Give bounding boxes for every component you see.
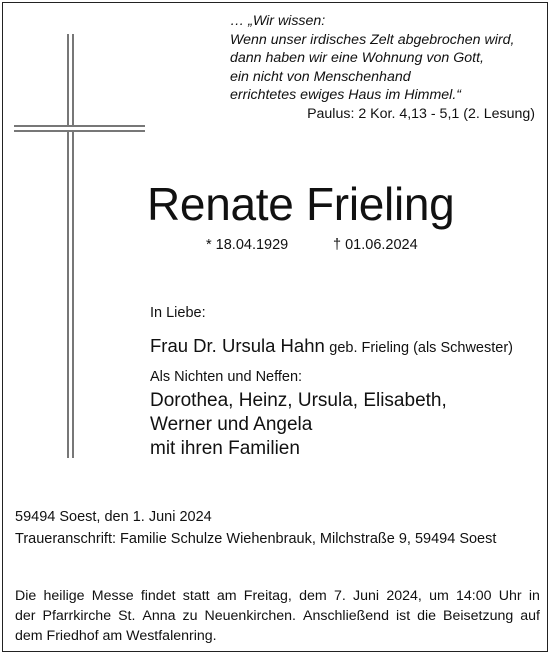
notice-word: statt	[182, 588, 210, 604]
quote-line: dann haben wir eine Wohnung von Gott,	[230, 50, 484, 66]
death-date: † 01.06.2024	[333, 237, 418, 253]
mourner-group-label: Als Nichten und Neffen:	[150, 369, 303, 385]
quote-line: … „Wir wissen:	[230, 13, 326, 29]
mourner-group-line: Dorothea, Heinz, Ursula, Elisabeth,	[150, 390, 447, 411]
quote-line: Wenn unser irdisches Zelt abgebrochen wird,	[230, 31, 515, 48]
notice-word: heilige	[43, 588, 85, 604]
notice-word: Juni	[353, 588, 380, 604]
notice-word: Die	[15, 588, 37, 604]
primary-mourner-note: geb. Frieling (als Schwester)	[329, 340, 513, 356]
place-and-date: 59494 Soest, den 1. Juni 2024	[15, 509, 212, 525]
birth-date: * 18.04.1929	[206, 237, 289, 253]
notice-line	[15, 586, 540, 606]
notice-line	[15, 606, 540, 626]
bible-quote	[230, 12, 540, 105]
cross-vertical-beam	[67, 34, 74, 458]
notice-word: Anschließend	[303, 608, 389, 624]
notice-word: ist	[395, 608, 411, 624]
notice-word: Messe	[91, 588, 134, 604]
notice-word: zu	[182, 608, 198, 624]
primary-mourner-name: Frau Dr. Ursula Hahn	[150, 335, 325, 356]
mourner-group-line: Werner und Angela	[150, 414, 313, 435]
notice-word: Neuenkirchen.	[204, 608, 297, 624]
notice-word: St.	[118, 608, 136, 624]
notice-word: in	[528, 588, 540, 604]
notice-line: dem Friedhof am Westfalenring.	[15, 628, 217, 644]
notice-word: der	[15, 608, 36, 624]
notice-word: findet	[140, 588, 176, 604]
notice-word: 2024,	[386, 588, 422, 604]
notice-word: Uhr	[498, 588, 522, 604]
quote-line: errichtetes ewiges Haus im Himmel.“	[230, 87, 461, 103]
notice-word: 7.	[333, 588, 346, 604]
notice-word: die	[417, 608, 437, 624]
notice-word: 14:00	[456, 588, 492, 604]
quote-source: Paulus: 2 Kor. 4,13 - 5,1 (2. Lesung)	[307, 106, 535, 122]
primary-mourner	[150, 335, 513, 357]
notice-word: um	[429, 588, 449, 604]
quote-line: ein nicht von Menschenhand	[230, 68, 411, 85]
deceased-name: Renate Frieling	[147, 178, 455, 230]
notice-word: auf	[520, 608, 540, 624]
notice-word: Anna	[142, 608, 176, 624]
notice-word: dem	[299, 588, 327, 604]
notice-word: Beisetzung	[443, 608, 514, 624]
mourners-intro: In Liebe:	[150, 305, 206, 321]
mourner-group-names	[150, 389, 447, 461]
cross-horizontal-beam	[14, 125, 145, 132]
cross-intersection	[69, 127, 72, 130]
service-notice	[15, 586, 540, 646]
notice-word: Pfarrkirche	[42, 608, 112, 624]
notice-word: am	[216, 588, 237, 604]
notice-word: Freitag,	[243, 588, 292, 604]
mourner-group-line: mit ihren Familien	[150, 438, 300, 459]
mourning-address: Traueranschrift: Familie Schulze Wiehenbrauk, Milchstraße 9, 59494 Soest	[15, 531, 497, 547]
